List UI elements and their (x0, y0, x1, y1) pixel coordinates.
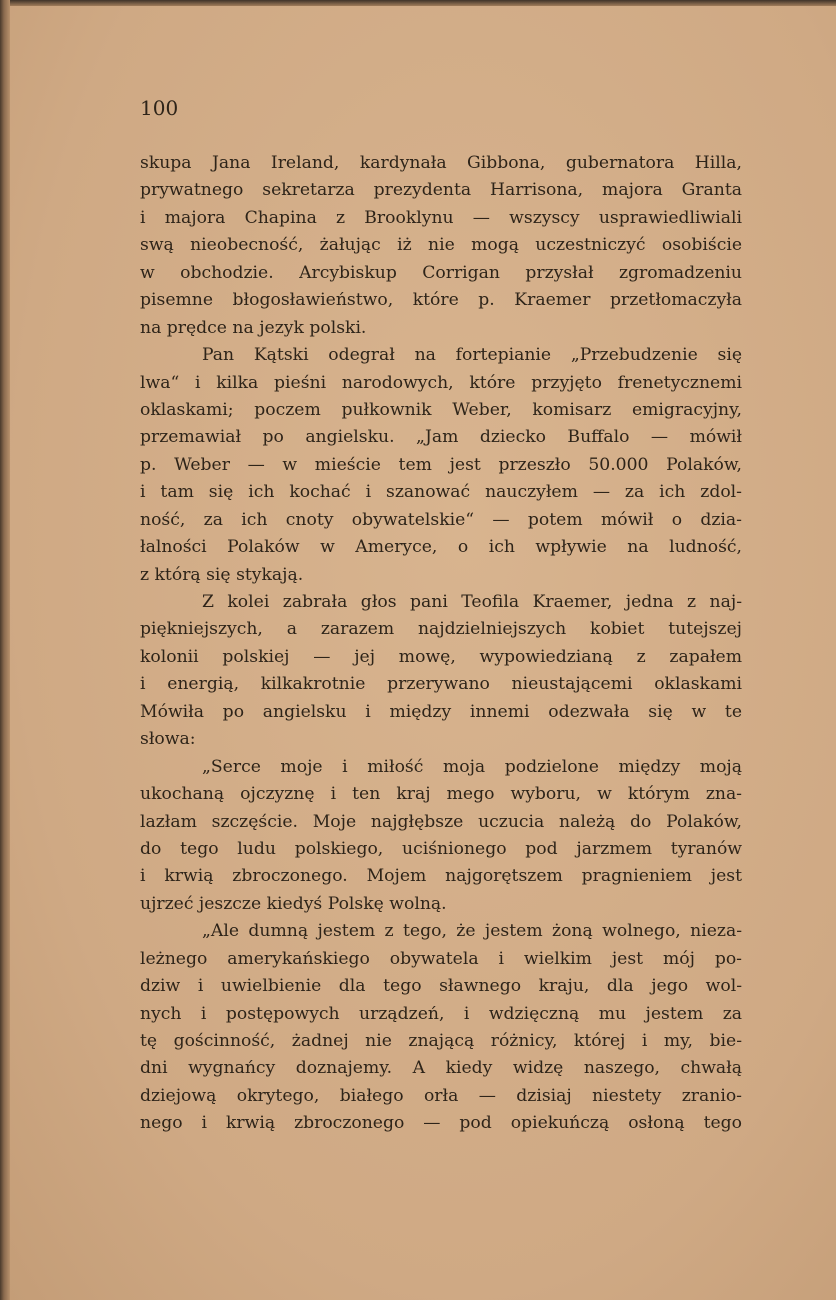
text-line: i krwią zbroczonego. Mojem najgorętszem pragnieniem jest (140, 866, 742, 887)
text-line: p. Weber — w mieście tem jest przeszło 50.000 Polaków, (140, 454, 742, 475)
text-line: pisemne błogosławieństwo, które p. Kraemer przetłomaczyła (140, 290, 742, 311)
book-binding-edge (0, 0, 10, 1300)
text-line: kolonii polskiej — jej mowę, wypowiedzianą z zapałem (140, 646, 742, 667)
text-line: słowa: (140, 729, 196, 750)
text-line: dni wygnańcy doznajemy. A kiedy widzę naszego, chwałą (140, 1058, 742, 1079)
text-line: lwa“ i kilka pieśni narodowych, które przyjęto frenetycznemi (140, 372, 742, 393)
text-line: Pan Kątski odegrał na fortepianie „Przebudzenie się (202, 345, 742, 366)
text-line: Z kolei zabrała głos pani Teofila Kraemer, jedna z naj- (202, 592, 742, 612)
page-number: 100 (140, 96, 179, 120)
text-line: z którą się stykają. (140, 564, 304, 585)
text-line: i majora Chapina z Brooklynu — wszyscy usprawiedliwiali (140, 207, 742, 228)
text-line: Mówiła po angielsku i między innemi odezwała się w te (140, 701, 742, 722)
text-line: przemawiał po angielsku. „Jam dziecko Buffalo — mówił (140, 427, 742, 448)
text-line: swą nieobecność, żałując iż nie mogą uczestniczyć osobiście (140, 235, 742, 256)
text-line: nego i krwią zbroczonego — pod opiekuńczą osłoną tego (140, 1113, 742, 1134)
text-line: prywatnego sekretarza prezydenta Harrisona, majora Granta (140, 180, 742, 201)
text-line: ność, za ich cnoty obywatelskie“ — potem mówił o dzia- (140, 509, 742, 530)
text-line: ujrzeć jeszcze kiedyś Polskę wolną. (140, 893, 447, 914)
text-line: dziw i uwielbienie dla tego sławnego kraju, dla jego wol- (140, 976, 742, 997)
text-line: lazłam szczęście. Moje najgłębsze uczucia należą do Polaków, (140, 811, 742, 832)
text-line: nych i postępowych urządzeń, i wdzięczną mu jestem za (140, 1003, 742, 1024)
page-body-text (140, 150, 742, 1138)
text-line: i energią, kilkakrotnie przerywano nieustającemi oklaskami (140, 674, 742, 695)
text-line: piękniejszych, a zarazem najdzielniejszych kobiet tutejszej (140, 619, 742, 640)
text-line: tę gościnność, żadnej nie znającą różnicy, której i my, bie- (140, 1031, 742, 1051)
text-line: na prędce na jezyk polski. (140, 317, 367, 338)
text-line: do tego ludu polskiego, uciśnionego pod jarzmem tyranów (140, 838, 742, 859)
text-line: „Ale dumną jestem z tego, że jestem żoną wolnego, nieza- (202, 921, 742, 942)
text-line: oklaskami; poczem pułkownik Weber, komisarz emigracyjny, (140, 399, 742, 420)
text-line: „Serce moje i miłość moja podzielone między moją (202, 756, 742, 777)
text-line: dziejową okrytego, białego orła — dzisiaj niestety zranio- (140, 1085, 742, 1106)
text-line: ukochaną ojczyznę i ten kraj mego wyboru, w którym zna- (140, 784, 742, 805)
text-line: w obchodzie. Arcybiskup Corrigan przysłał zgromadzeniu (140, 262, 742, 283)
text-line: łalności Polaków w Ameryce, o ich wpływie na ludność, (140, 537, 742, 558)
text-line: i tam się ich kochać i szanować nauczyłem — za ich zdol- (140, 482, 742, 503)
text-line: leżnego amerykańskiego obywatela i wielkim jest mój po- (140, 948, 742, 969)
text-line: skupa Jana Ireland, kardynała Gibbona, gubernatora Hilla, (140, 153, 742, 173)
